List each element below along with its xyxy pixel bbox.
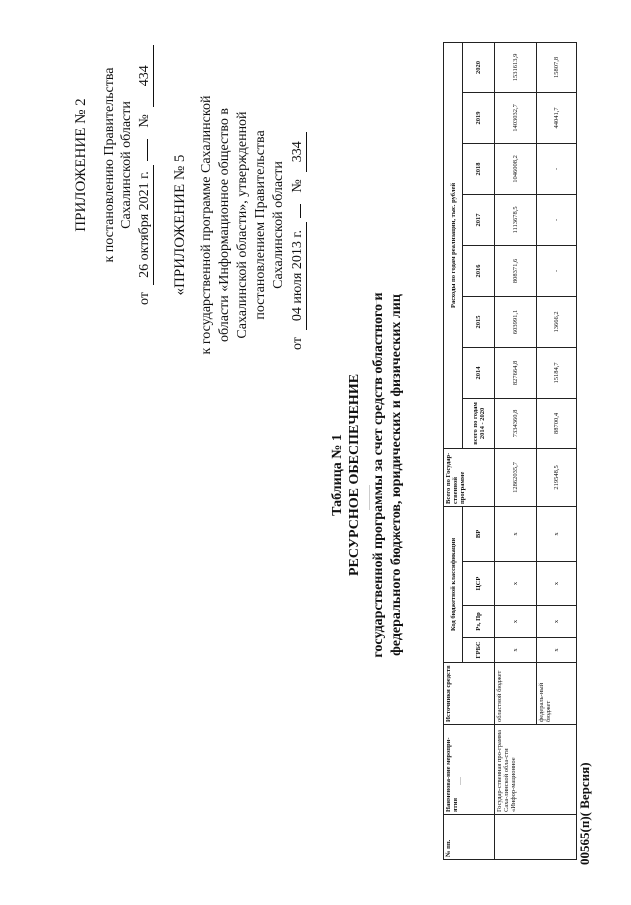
cell-total-years: 7334360,8 (495, 398, 537, 448)
document-subtitle-2: федерального бюджетов, юридических и физических лиц (389, 294, 404, 656)
cell-year-value: 15807,8 (537, 42, 577, 92)
col-header-grbs: ГРБС (463, 638, 495, 663)
appendix-line2: Сахалинской области (119, 101, 134, 229)
col-header-total-program: Всего по Государ-ственной программе (444, 448, 495, 506)
cell-year-value: 827664,8 (495, 347, 537, 398)
appendix-line1: к постановлению Правительства (102, 67, 117, 263)
resource-table (443, 42, 577, 860)
appendix5-date: 04 июля 2013 г. (290, 222, 307, 330)
cell-source: областной бюджет (495, 663, 537, 725)
cell-year-value: - (537, 245, 577, 296)
cell-year-value: 1046008,2 (495, 143, 537, 194)
cell-total-years: 88700,4 (537, 398, 577, 448)
appendix5-date-line (290, 132, 307, 350)
cell-year-value: 15184,7 (537, 347, 577, 398)
cell-year-value: 1113678,5 (495, 194, 537, 245)
appendix5-line5: Сахалинской области (271, 161, 286, 289)
appendix5-line4: постановлением Правительства (253, 130, 268, 320)
col-header-source: Источники средств (444, 663, 495, 725)
cell-rzpr: х (495, 606, 537, 638)
appendix-date-line (137, 45, 154, 305)
cell-vr: х (537, 506, 577, 561)
table-row (495, 42, 537, 859)
appendix-date: 26 октября 2021 г. (137, 165, 154, 285)
appendix5-line2: области «Информационное общество в (217, 108, 232, 343)
document-subtitle-1: государственной программы за счет средств областного и (371, 292, 386, 658)
appendix5-title: «ПРИЛОЖЕНИЕ № 5 (172, 154, 188, 296)
col-header-year: 2020 (463, 42, 495, 92)
document-title: РЕСУРСНОЕ ОБЕСПЕЧЕНИЕ (347, 373, 362, 577)
appendix-title: ПРИЛОЖЕНИЕ № 2 (73, 98, 89, 232)
appendix5-line1: к государственной программе Сахалинской (199, 95, 214, 355)
col-header-year: 2019 (463, 92, 495, 143)
cell-year-value: 44041,7 (537, 92, 577, 143)
appendix-number: 434 (137, 45, 154, 107)
cell-rzpr: х (537, 606, 577, 638)
cell-source: федераль-ный бюджет (537, 663, 577, 725)
col-header-csr: ЦСР (463, 562, 495, 606)
col-header-vr: ВР (463, 506, 495, 561)
appendix-no-label: № (137, 114, 152, 128)
appendix5-from-label: от (290, 337, 305, 350)
appendix-from-label: от (137, 292, 152, 305)
appendix5-no-label: № (290, 179, 305, 193)
cell-year-value: 1531613,9 (495, 42, 537, 92)
table-number: Таблица № 1 (330, 434, 345, 516)
col-header-total-years: всего по годам 2014 - 2020 (463, 398, 495, 448)
col-header-rzpr: Рз, Пр (463, 606, 495, 638)
cell-grbs: х (495, 638, 537, 663)
col-header-no: № пп. (444, 815, 495, 860)
col-header-year: 2014 (463, 347, 495, 398)
cell-total-program: 12862035,7 (495, 448, 537, 506)
cell-vr: х (495, 506, 537, 561)
cell-total-program: 219548,5 (537, 448, 577, 506)
col-header-year: 2017 (463, 194, 495, 245)
cell-year-value: 13666,2 (537, 296, 577, 347)
col-header-year: 2018 (463, 143, 495, 194)
cell-csr: х (495, 562, 537, 606)
cell-csr: х (537, 562, 577, 606)
cell-no (495, 815, 577, 860)
appendix5-line3: Сахалинской области», утвержденной (235, 111, 250, 339)
cell-program-name: Государ-ственная про-грамма Саха-линской обла-сти «Инфор-мационное (495, 725, 577, 815)
cell-year-value: 808371,6 (495, 245, 537, 296)
document-code: 00565(п)( Версия) (577, 762, 592, 865)
col-header-budget-code: Код бюджетной классификации (444, 506, 463, 662)
cell-year-value: - (537, 194, 577, 245)
cell-grbs: х (537, 638, 577, 663)
cell-year-value: - (537, 143, 577, 194)
col-header-name: Наименова-ние меропри-ятия (444, 725, 495, 815)
col-header-year: 2016 (463, 245, 495, 296)
col-header-expenses: Расходы по годам реализации, тыс. рублей (444, 42, 463, 448)
cell-year-value: 603991,1 (495, 296, 537, 347)
cell-year-value: 1403032,7 (495, 92, 537, 143)
appendix5-number: 334 (290, 132, 307, 172)
col-header-year: 2015 (463, 296, 495, 347)
